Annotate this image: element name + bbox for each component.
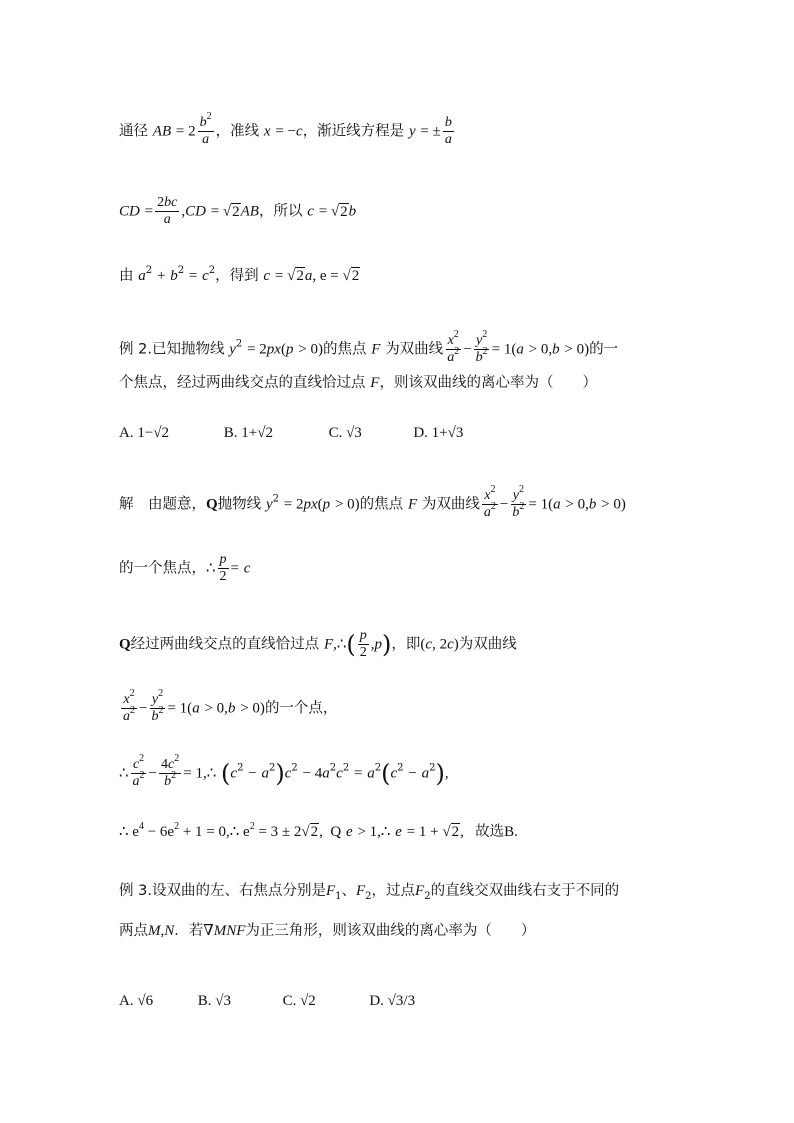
text: 已知抛物线 <box>151 341 225 358</box>
fraction: $\frac{p}{2}$ <box>359 628 367 660</box>
text: 、 <box>341 883 356 899</box>
text: 为正三角形，则该双曲线的离心率为（ ） <box>245 923 536 939</box>
fraction: $\frac{2bc}{a}$ <box>157 195 178 227</box>
option-c: C. √2 <box>282 993 316 1009</box>
text: 的焦点 <box>322 341 367 358</box>
option-c: C. √3 <box>328 425 362 441</box>
example-label: 例 2. <box>119 341 152 358</box>
text: 抛物线 <box>217 496 262 513</box>
text: 故选 <box>475 824 505 840</box>
example-2-line-2: 个焦点，经过两曲线交点的直线恰过点 F，则该双曲线的离心率为（ ） <box>119 375 597 391</box>
text: ．若 <box>174 923 204 939</box>
fraction: $\frac{b}{a}$ <box>444 115 452 147</box>
text: 两点 <box>119 923 148 939</box>
text: 个焦点，经过两曲线交点的直线恰过点 <box>119 375 366 391</box>
text: ，渐近线方程是 <box>302 123 405 140</box>
solution-line-5: ∴ $\frac{c^2}{a^2}$ − $\frac{4c^2}{b^2}$ = 1,∴ $(c^2 - a^2)c^2 - 4a^2c^2 = a^2(c^2 - a^2)$, <box>119 753 449 789</box>
line-latus-rectum: 通径 AB = 2 $\frac{b^2}{a}$ ，准线 x = −c，渐近线方程是 y = ± $\frac{b}{a}$ <box>119 111 452 147</box>
fraction: $\frac{x^2}{a^2}$ <box>483 484 496 520</box>
solution-line-4: $\frac{x^2}{a^2}$ − $\frac{y^2}{b^2}$ = 1(a > 0,b > 0)的一个点， <box>123 688 338 724</box>
answer: B. <box>504 824 518 840</box>
option-d: D. 1+√3 <box>413 425 464 441</box>
option-a: A. √6 <box>119 993 154 1009</box>
option-a: A. 1−√2 <box>119 425 170 441</box>
option-b: B. 1+√2 <box>223 425 273 441</box>
example-3-line-2: 两点M,N．若∇MNF为正三角形，则该双曲线的离心率为（ ） <box>119 923 536 939</box>
solution-line-3: Q经过两曲线交点的直线恰过点 F,∴( $\frac{p}{2}$ ,p)，即(c, 2c)为双曲线 <box>119 628 517 660</box>
option-d: D. √3/3 <box>369 993 416 1009</box>
text: 的焦点 <box>359 496 404 513</box>
text: 设双曲的左、右焦点分别是 <box>151 883 326 899</box>
text: 通径 <box>119 123 148 140</box>
fraction: $\frac{y^2}{b^2}$ <box>512 484 525 520</box>
text: ，即 <box>391 636 421 653</box>
fraction: $\frac{y^2}{b^2}$ <box>151 688 164 724</box>
text: 由 <box>119 268 134 284</box>
fraction: $\frac{p}{2}$ <box>219 552 227 584</box>
text: 的直线交双曲线右支于不同的 <box>430 883 620 899</box>
example-3-options <box>119 990 415 1011</box>
fraction: $\frac{y^2}{b^2}$ <box>475 329 488 365</box>
example-2-options <box>119 422 463 443</box>
text: ，则该双曲线的离心率为（ ） <box>379 375 597 391</box>
text: 解 由题意， <box>119 496 206 513</box>
text: ，准线 <box>215 123 260 140</box>
solution-line-6: ∴ $e^4 - 6e^2 + 1$ = 0,∴ $e^2 = 3 \pm 2√2$, Q e > 1,∴ e = 1 + √2, 故选B. <box>119 821 518 840</box>
text: 为双曲线 <box>385 341 444 358</box>
text: 经过两曲线交点的直线恰过点 <box>130 636 320 653</box>
solution-line-2: 的一个焦点，∴ $\frac{p}{2}$ = c <box>119 552 251 584</box>
solution-line-1: 解 由题意，Q抛物线 $y^2 = 2px(p > 0)$的焦点 F 为双曲线 $\frac{x^2}{a^2}$ − $\frac{y^2}{b^2}$ = 1(a > 0,b > 0) <box>119 484 626 520</box>
fraction: $\frac{b^2}{a}$ <box>199 111 212 147</box>
text: ，所以 <box>258 203 303 220</box>
fraction: $\frac{x^2}{a^2}$ <box>123 688 135 724</box>
text: ，得到 <box>215 268 259 284</box>
line-eccentricity: 由 $a^2 + b^2 = c^2$，得到 c = √2a, e = √2 <box>119 265 360 284</box>
fraction: $\frac{x^2}{a^2}$ <box>447 329 460 365</box>
example-2-line-1: 例 2.已知抛物线 $y^2 = 2px(p > 0)$的焦点 F 为双曲线 $\frac{x^2}{a^2}$ − $\frac{y^2}{b^2}$ = 1(a > 0,b > 0)的一 <box>119 329 619 365</box>
text: 为双曲线 <box>421 496 480 513</box>
example-3-line-1: 例 3.设双曲的左、右焦点分别是$F_1$、$F_2$，过点$F_2$的直线交双曲线右支于不同的 <box>119 883 620 902</box>
text: ，过点 <box>371 883 416 899</box>
text: 的一 <box>589 341 619 358</box>
text: 的一个焦点， <box>119 560 206 577</box>
example-label: 例 3. <box>119 883 152 899</box>
option-b: B. √3 <box>197 993 232 1009</box>
fraction: $\frac{4c^2}{b^2}$ <box>161 753 180 789</box>
text: 为双曲线 <box>458 636 517 653</box>
line-cd: CD = $\frac{2bc}{a}$ ,CD = √2AB，所以 c = √2b <box>119 195 357 227</box>
text: 的一个点， <box>264 700 338 717</box>
fraction: $\frac{c^2}{a^2}$ <box>132 753 145 789</box>
